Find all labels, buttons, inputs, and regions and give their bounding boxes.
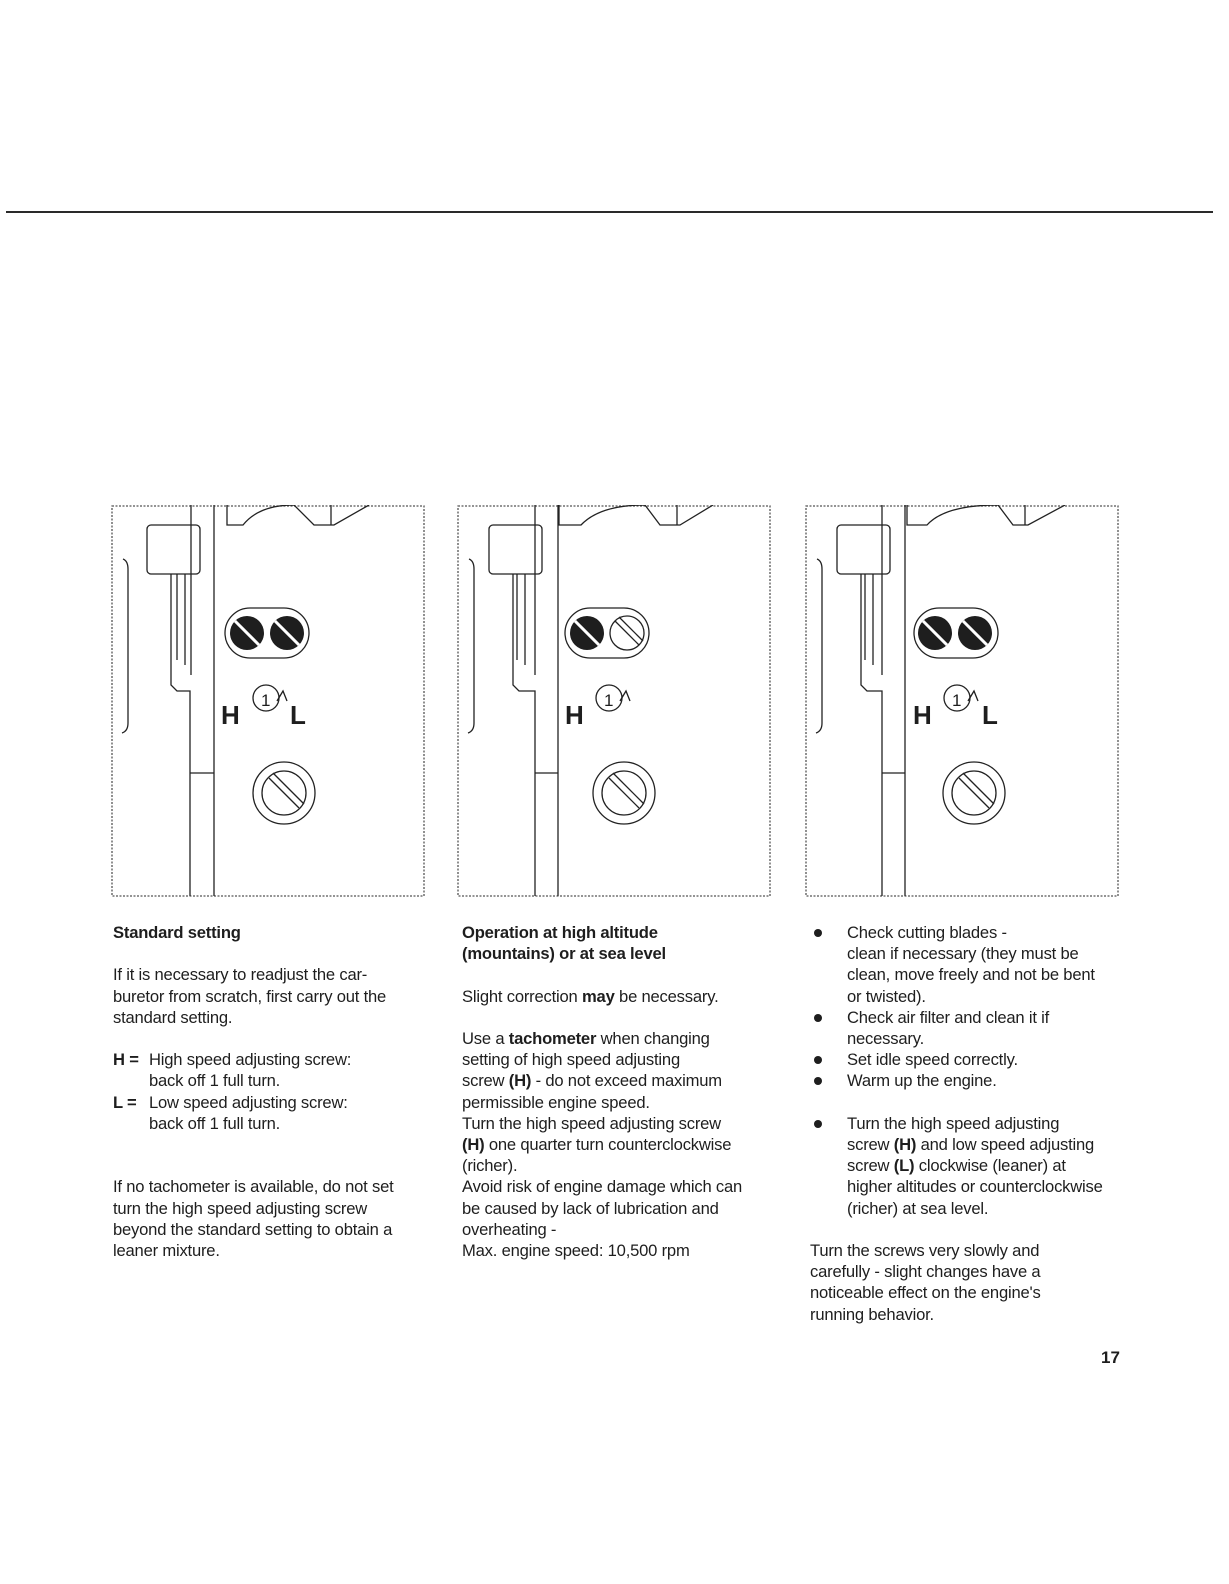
list-item: Check air filter and clean it if necessary. bbox=[810, 1007, 1140, 1049]
list-item: Warm up the engine. bbox=[810, 1070, 1140, 1091]
figure-high-altitude bbox=[455, 505, 773, 899]
turn-number: 1 bbox=[261, 691, 271, 710]
figure-adjust-both bbox=[803, 505, 1121, 899]
upper-screws bbox=[230, 616, 304, 650]
turn-number: 1 bbox=[604, 691, 614, 710]
text-line: Slight correction may be necessary. bbox=[462, 986, 719, 1006]
figure-standard-setting bbox=[109, 505, 427, 899]
text-line: be caused by lack of lubrication and bbox=[462, 1198, 719, 1218]
column-standard-setting bbox=[113, 922, 433, 1261]
text-line: Use a tachometer when changing bbox=[462, 1028, 710, 1048]
text-line: Max. engine speed: 10,500 rpm bbox=[462, 1241, 690, 1261]
text-line: overheating - bbox=[462, 1219, 557, 1239]
bullet-icon bbox=[810, 1007, 847, 1049]
text-line: (H) one quarter turn counterclockwise bbox=[462, 1135, 732, 1154]
column-high-altitude bbox=[462, 922, 792, 1261]
text-line: If no tachometer is available, do not set bbox=[113, 1177, 394, 1197]
text-line: Turn the high speed adjusting screw bbox=[462, 1113, 721, 1133]
definition-h bbox=[113, 1049, 433, 1070]
text-line: beyond the standard setting to obtain a bbox=[113, 1219, 393, 1239]
top-rule bbox=[6, 211, 1213, 213]
h-label: H bbox=[913, 700, 932, 730]
def-text: Low speed adjusting screw: bbox=[149, 1092, 348, 1112]
text-line: Avoid risk of engine damage which can bbox=[462, 1177, 743, 1197]
text-line: standard setting. bbox=[113, 1007, 233, 1027]
carburetor-diagram bbox=[455, 505, 773, 899]
section-heading: Operation at high altitude bbox=[462, 923, 658, 942]
h-label: H bbox=[565, 700, 584, 730]
text-line: (richer). bbox=[462, 1156, 518, 1176]
text-line: running behavior. bbox=[810, 1304, 934, 1324]
def-key: H = bbox=[113, 1050, 139, 1070]
def-text: High speed adjusting screw: bbox=[149, 1050, 352, 1070]
column-checklist bbox=[810, 922, 1140, 1325]
carburetor-diagram bbox=[803, 505, 1121, 899]
section-heading: Standard setting bbox=[113, 923, 241, 942]
section-heading: (mountains) or at sea level bbox=[462, 944, 666, 964]
text-line: If it is necessary to readjust the car- bbox=[113, 965, 368, 985]
text-line: noticeable effect on the engine's bbox=[810, 1283, 1041, 1303]
bullet-icon bbox=[810, 1070, 847, 1091]
text-line: leaner mixture. bbox=[113, 1240, 220, 1260]
text-line: carefully - slight changes have a bbox=[810, 1262, 1041, 1282]
bullet-icon bbox=[810, 1049, 847, 1070]
bullet-icon bbox=[810, 1113, 847, 1219]
l-label: L bbox=[982, 700, 998, 730]
def-key: L = bbox=[113, 1092, 137, 1112]
turn-number: 1 bbox=[952, 691, 962, 710]
text-line: turn the high speed adjusting screw bbox=[113, 1198, 368, 1218]
text-line: permissible engine speed. bbox=[462, 1092, 650, 1112]
def-text: back off 1 full turn. bbox=[149, 1071, 281, 1091]
def-text: back off 1 full turn. bbox=[149, 1113, 281, 1133]
text-line: screw (H) - do not exceed maximum bbox=[462, 1071, 722, 1091]
page-number: 17 bbox=[1101, 1348, 1120, 1367]
list-item: Set idle speed correctly. bbox=[810, 1049, 1140, 1070]
list-item: Turn the high speed adjusting screw (H) and low speed adjusting screw (L) clockwise (leaner) at higher altitudes or counterclockwise (richer) at sea level. bbox=[810, 1113, 1140, 1219]
h-label: H bbox=[221, 700, 240, 730]
text-line: buretor from scratch, first carry out the bbox=[113, 986, 387, 1006]
text-line: Turn the screws very slowly and bbox=[810, 1241, 1040, 1261]
bullet-icon bbox=[810, 922, 847, 1007]
l-label: L bbox=[290, 700, 306, 730]
definition-l bbox=[113, 1092, 433, 1113]
text-line: setting of high speed adjusting bbox=[462, 1050, 680, 1070]
list-item: Check cutting blades - clean if necessary (they must be clean, move freely and not be bent or twisted). bbox=[810, 922, 1140, 1007]
carburetor-diagram bbox=[109, 505, 427, 899]
